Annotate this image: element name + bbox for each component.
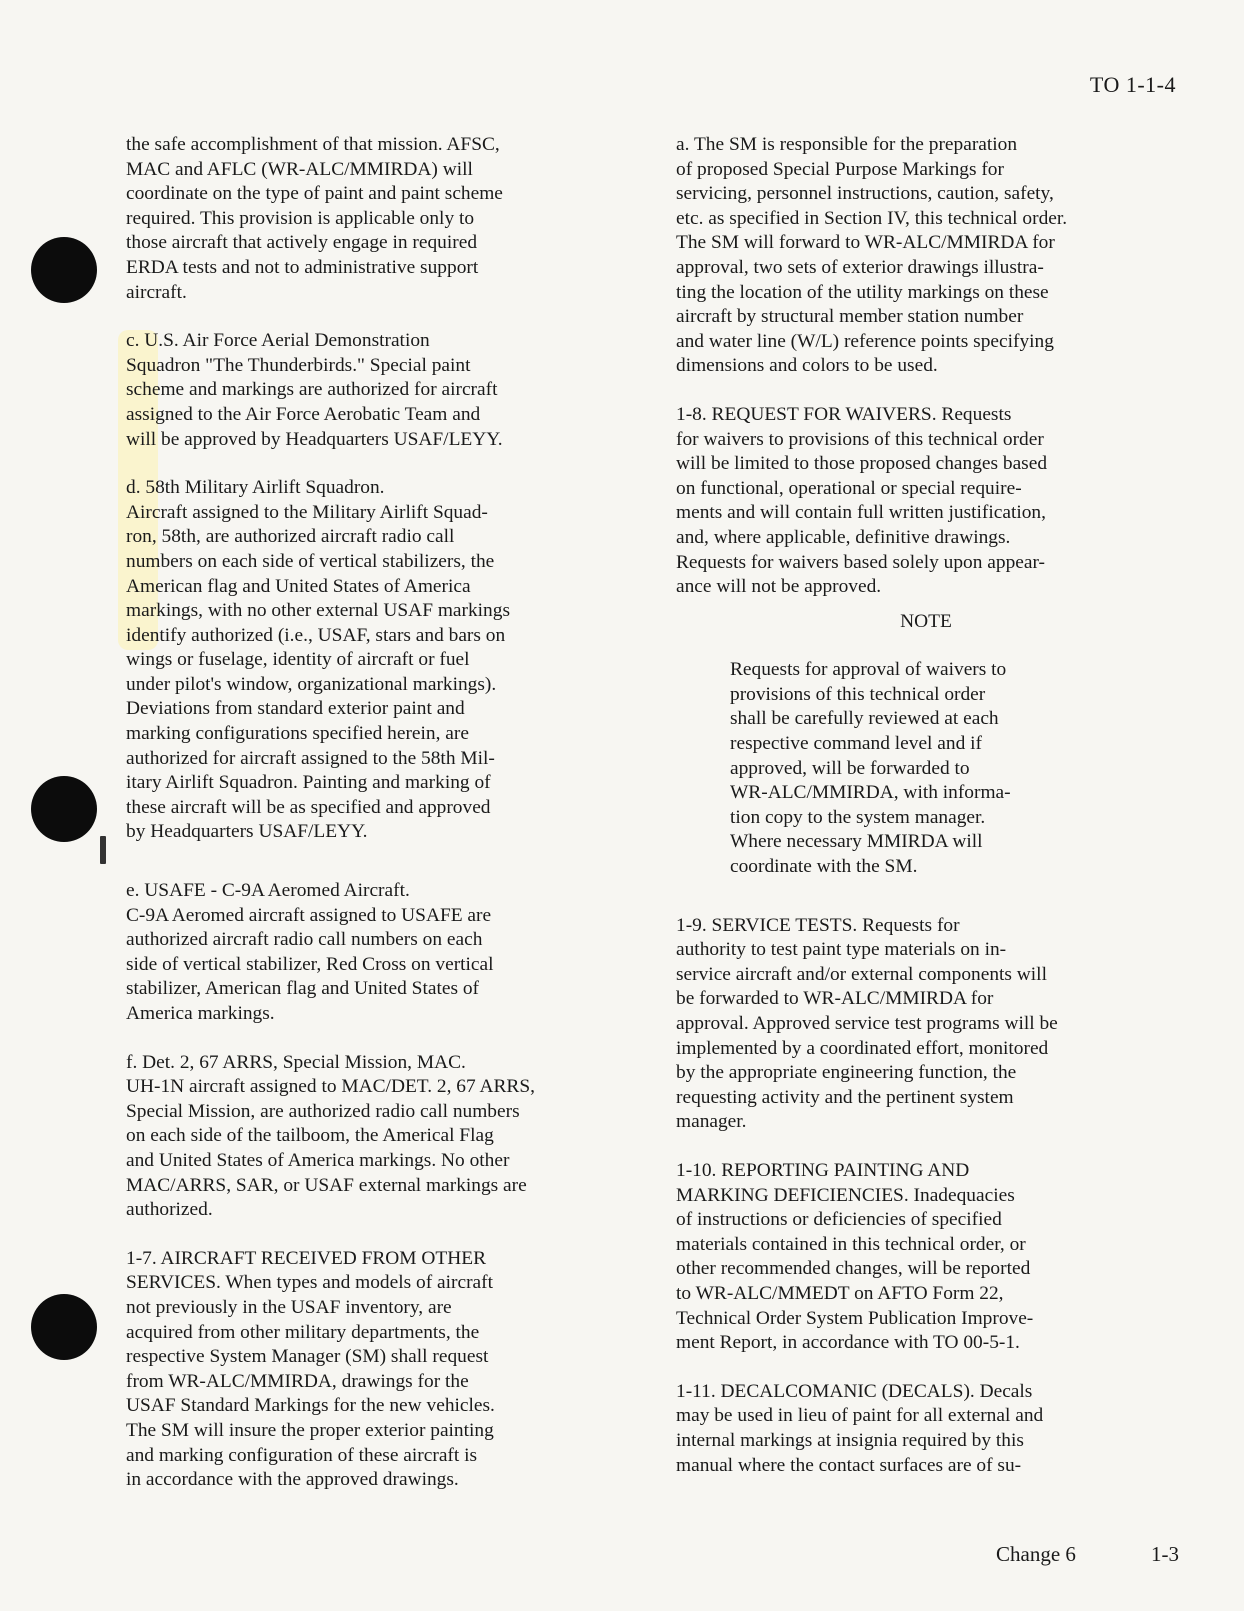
punch-hole [31,237,97,303]
paragraph: a. The SM is responsible for the preparation of proposed Special Purpose Markings for servicing, personnel instructions, caution, safety, etc. as specified in Section IV, this technical order. The SM will forward to WR-ALC/MMIRDA for approval, two sets of exterior drawings illustra- ting the location of the utility markings on these aircraft by structural member station number and water line (W/L) reference points specifying dimensions and colors to be used. [676,134,1068,377]
paragraph: 1-10. REPORTING PAINTING AND MARKING DEFICIENCIES. Inadequacies of instructions or deficiencies of specified materials contained in this technical order, or other recommended changes, will be reported to WR-ALC/MMEDT on AFTO Form 22, Technical Order System Publication Improve- ment Report, in accordance with TO 00-5-1. [676,1159,1034,1354]
paragraph: f. Det. 2, 67 ARRS, Special Mission, MAC. UH-1N aircraft assigned to MAC/DET. 2, 67 ARRS, Special Mission, are authorized radio call numbers on each side of the tailboom, the Americal Flag and United States of America markings. No other MAC/ARRS, SAR, or USAF external markings are authorized. [126,1051,535,1221]
right-column [676,133,1176,1478]
paragraph: d. 58th Military Airlift Squadron. Aircraft assigned to the Military Airlift Squad- ron, 58th, are authorized aircraft radio call numbers on each side of vertical stabilizers, the American flag and United States of America markings, with no other external USAF markings identify authorized (i.e., USAF, stars and bars on wings or fuselage, identity of aircraft or fuel under pilot's window, organizational markings). Deviations from standard exterior paint and marking configurations specified herein, are authorized for aircraft assigned to the 58th Mil- itary Airlift Squadron. Painting and marking of these aircraft will be as specified and approved by Headquarters USAF/LEYY. [126,477,510,843]
punch-hole [31,776,97,842]
change-number: Change 6 [996,1542,1076,1566]
page-number: 1-3 [1151,1542,1179,1566]
note-body: Requests for approval of waivers to provisions of this technical order shall be carefully reviewed at each respective command level and if approved, will be forwarded to WR-ALC/MMIRDA, with informa- tion copy to the system manager. Where necessary MMIRDA will coordinate with the SM. [730,659,1011,878]
paragraph: 1-8. REQUEST FOR WAIVERS. Requests for waivers to provisions of this technical order will be limited to those proposed changes based on functional, operational or special require- ments and will contain full written justification, and, where applicable, definitive drawings. Requests for waivers based solely upon appear- ance will not be approved. [676,403,1048,598]
paragraph: 1-11. DECALCOMANIC (DECALS). Decals may be used in lieu of paint for all external and internal markings at insignia required by this manual where the contact surfaces are of su- [676,1380,1044,1476]
punch-hole [31,1294,97,1360]
left-column [126,133,621,1493]
change-bar [100,836,106,864]
document-id: TO 1-1-4 [1089,72,1176,97]
paragraph: the safe accomplishment of that mission. AFSC, MAC and AFLC (WR-ALC/MMIRDA) will coordinate on the type of paint and paint scheme required. This provision is applicable only to those aircraft that actively engage in required ERDA tests and not to administrative support aircraft. [126,134,503,303]
note-heading: NOTE [900,610,952,632]
paragraph: 1-9. SERVICE TESTS. Requests for authority to test paint type materials on in- service aircraft and/or external components will be forwarded to WR-ALC/MMIRDA for approval. Approved service test programs will be implemented by a coordinated effort, monitored by the appropriate engineering function, the requesting activity and the pertinent system manager. [676,914,1058,1133]
paragraph: e. USAFE - C-9A Aeromed Aircraft. C-9A Aeromed aircraft assigned to USAFE are authorized aircraft radio call numbers on each side of vertical stabilizer, Red Cross on vertical stabilizer, American flag and United States of America markings. [126,880,494,1024]
paragraph: 1-7. AIRCRAFT RECEIVED FROM OTHER SERVICES. When types and models of aircraft not previously in the USAF inventory, are acquired from other military departments, the respective System Manager (SM) shall request from WR-ALC/MMIRDA, drawings for the USAF Standard Markings for the new vehicles. The SM will insure the proper exterior painting and marking configuration of these aircraft is in accordance with the approved drawings. [126,1247,495,1491]
paragraph: c. U.S. Air Force Aerial Demonstration Squadron "The Thunderbirds." Special paint scheme and markings are authorized for aircraft assigned to the Air Force Aerobatic Team and will be approved by Headquarters USAF/LEYY. [126,330,503,450]
